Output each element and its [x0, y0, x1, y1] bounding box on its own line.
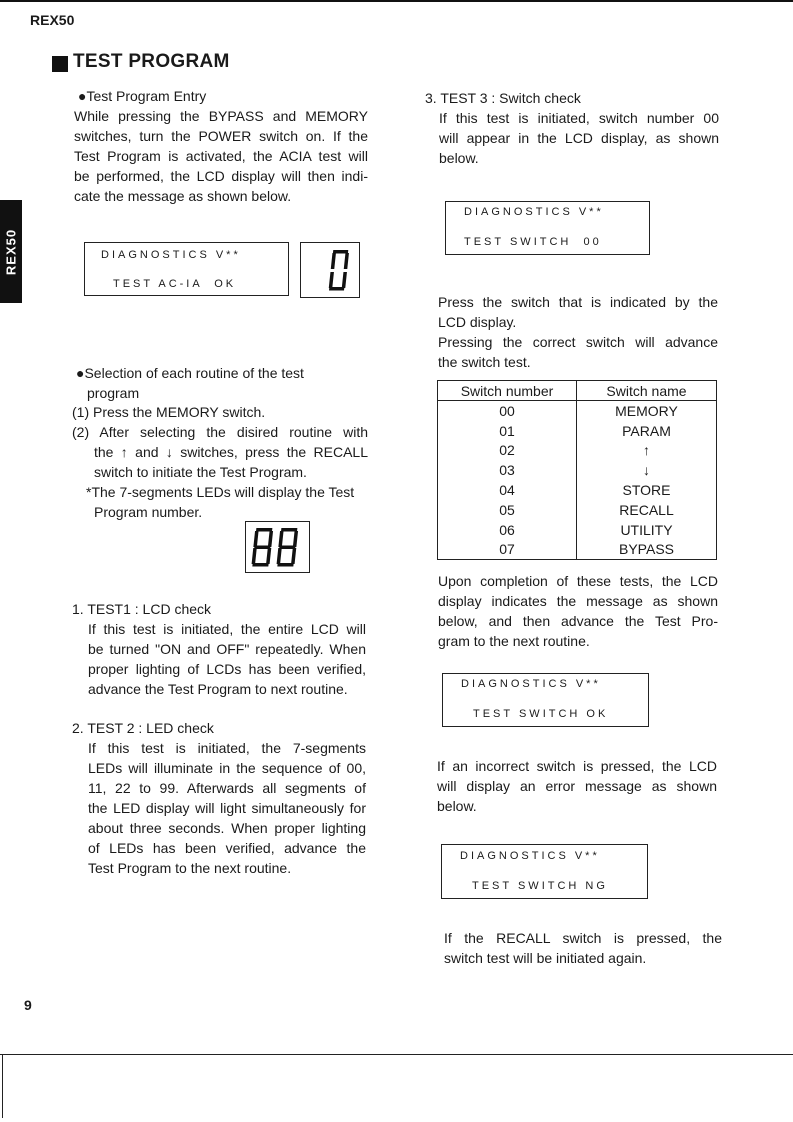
- test2-line: of LEDs has been verified, advance the: [88, 840, 366, 856]
- incorrect-line: If an incorrect switch is pressed, the LCD: [437, 758, 717, 774]
- recall-line: switch test will be initiated again.: [444, 950, 647, 966]
- test1-title: 1. TEST1 : LCD check: [72, 601, 212, 617]
- incorrect-line: below.: [437, 798, 477, 814]
- test3-line: If this test is initiated, switch number 00: [439, 110, 719, 126]
- test3-paragraph: [439, 108, 719, 168]
- test1-paragraph: [88, 619, 366, 699]
- switch-number-cell: 05: [438, 500, 577, 520]
- entry-line: be performed, the LCD display will then indi-: [74, 168, 368, 184]
- lcd-display-ok: [442, 673, 649, 727]
- press-line: Press the switch that is indicated by the: [438, 294, 718, 310]
- completion-paragraph: [438, 571, 718, 651]
- seven-segment-digits-88-icon: [246, 522, 309, 572]
- section-square-marker: [52, 56, 68, 72]
- switch-number-cell: 01: [438, 421, 577, 441]
- selection-note-line-1: *The 7-segments LEDs will display the Test: [86, 484, 355, 500]
- selection-step-2-line-2: the ↑ and ↓ switches, press the RECALL: [94, 444, 368, 460]
- recall-line: If the RECALL switch is pressed, the: [444, 930, 722, 946]
- seven-segment-digit-0-icon: [301, 243, 359, 297]
- lcd-line-2: TEST SWITCH 00: [464, 236, 602, 248]
- selection-heading: ●Selection of each routine of the test: [76, 365, 304, 381]
- press-line: Pressing the correct switch will advance: [438, 334, 718, 350]
- selection-note-line-2: Program number.: [94, 504, 203, 520]
- switch-table-wrapper: [437, 380, 717, 560]
- page-header-model: REX50: [30, 12, 75, 28]
- table-row: [438, 500, 717, 520]
- bottom-rule: [0, 1054, 793, 1055]
- test3-line: below.: [439, 150, 479, 166]
- test2-line: about three seconds. When proper lighting: [88, 820, 366, 836]
- table-row: [438, 460, 717, 480]
- switch-table-header-row: [438, 381, 717, 401]
- switch-name-cell: RECALL: [577, 500, 717, 520]
- test1-line: If this test is initiated, the entire LCD will: [88, 621, 366, 637]
- table-row: [438, 480, 717, 500]
- selection-step-2-line-1: (2) After selecting the disired routine with: [72, 424, 368, 440]
- lcd-line-1: DIAGNOSTICS V**: [464, 206, 604, 218]
- test2-line: If this test is initiated, the 7-segments: [88, 740, 366, 756]
- press-line: the switch test.: [438, 354, 531, 370]
- entry-paragraph: [74, 106, 368, 206]
- switch-name-cell: UTILITY: [577, 520, 717, 540]
- column-header-switch-number: Switch number: [438, 381, 577, 401]
- selection-step-1: (1) Press the MEMORY switch.: [72, 404, 266, 420]
- lcd-line-1: DIAGNOSTICS V**: [101, 249, 241, 261]
- completion-line: display indicates the message as shown: [438, 593, 718, 609]
- switch-number-cell: 02: [438, 441, 577, 461]
- table-row: [438, 520, 717, 540]
- switch-table: [437, 380, 717, 560]
- switch-name-cell: MEMORY: [577, 401, 717, 421]
- test2-line: LEDs will illuminate in the sequence of 00,: [88, 760, 366, 776]
- incorrect-line: will display an error message as shown: [437, 778, 717, 794]
- lcd-display-ng: [441, 844, 648, 899]
- incorrect-paragraph: [437, 756, 717, 816]
- switch-name-cell: PARAM: [577, 421, 717, 441]
- completion-line: gram to the next routine.: [438, 633, 590, 649]
- switch-name-cell: ↑: [577, 441, 717, 461]
- test2-title: 2. TEST 2 : LED check: [72, 720, 214, 736]
- section-title: TEST PROGRAM: [73, 51, 230, 72]
- seven-segment-double: [245, 521, 310, 573]
- table-row: [438, 421, 717, 441]
- seven-segment-single: [300, 242, 360, 298]
- completion-line: Upon completion of these tests, the LCD: [438, 573, 718, 589]
- selection-heading-cont: program: [87, 385, 140, 401]
- test2-line: the LED display will light simultaneously for: [88, 800, 366, 816]
- switch-number-cell: 00: [438, 401, 577, 421]
- entry-line: Test Program is activated, the ACIA test will: [74, 148, 368, 164]
- recall-paragraph: [444, 928, 722, 968]
- lcd-display-acia: [84, 242, 289, 296]
- entry-line: switches, turn the POWER switch on. If the: [74, 128, 368, 144]
- test2-line: 11, 22 to 99. Afterwards all segments of: [88, 780, 366, 796]
- lcd-display-switch: [445, 201, 650, 255]
- left-margin-rule: [2, 1054, 3, 1118]
- table-row: [438, 441, 717, 461]
- test2-line: Test Program to the next routine.: [88, 860, 292, 876]
- top-rule: [0, 0, 793, 2]
- test1-line: proper lighting of LCDs has been verified,: [88, 661, 366, 677]
- press-paragraph: [438, 292, 718, 372]
- test3-line: will appear in the LCD display, as shown: [439, 130, 719, 146]
- test1-line: be turned "ON and OFF" repeatedly. When: [88, 641, 366, 657]
- side-tab-label: REX50: [3, 228, 19, 275]
- page-number: 9: [24, 997, 32, 1013]
- lcd-line-1: DIAGNOSTICS V**: [460, 850, 600, 862]
- lcd-line-1: DIAGNOSTICS V**: [461, 678, 601, 690]
- completion-line: below, and then advance the Test Pro-: [438, 613, 718, 629]
- table-row: [438, 540, 717, 560]
- column-header-switch-name: Switch name: [577, 381, 717, 401]
- table-row: [438, 401, 717, 421]
- switch-name-cell: STORE: [577, 480, 717, 500]
- entry-line: While pressing the BYPASS and MEMORY: [74, 108, 368, 124]
- lcd-line-2: TEST SWITCH OK: [473, 708, 609, 720]
- switch-name-cell: BYPASS: [577, 540, 717, 560]
- switch-number-cell: 04: [438, 480, 577, 500]
- lcd-line-2: TEST SWITCH NG: [472, 880, 608, 892]
- side-tab: [0, 200, 22, 303]
- switch-number-cell: 07: [438, 540, 577, 560]
- entry-line: cate the message as shown below.: [74, 188, 292, 204]
- selection-step-2-line-3: switch to initiate the Test Program.: [94, 464, 307, 480]
- entry-heading: ●Test Program Entry: [78, 88, 207, 104]
- test1-line: advance the Test Program to next routine.: [88, 681, 348, 697]
- test3-title: 3. TEST 3 : Switch check: [425, 90, 581, 106]
- switch-name-cell: ↓: [577, 460, 717, 480]
- switch-number-cell: 06: [438, 520, 577, 540]
- test2-paragraph: [88, 738, 366, 878]
- switch-number-cell: 03: [438, 460, 577, 480]
- lcd-line-2: TEST AC-IA OK: [113, 278, 237, 290]
- press-line: LCD display.: [438, 314, 517, 330]
